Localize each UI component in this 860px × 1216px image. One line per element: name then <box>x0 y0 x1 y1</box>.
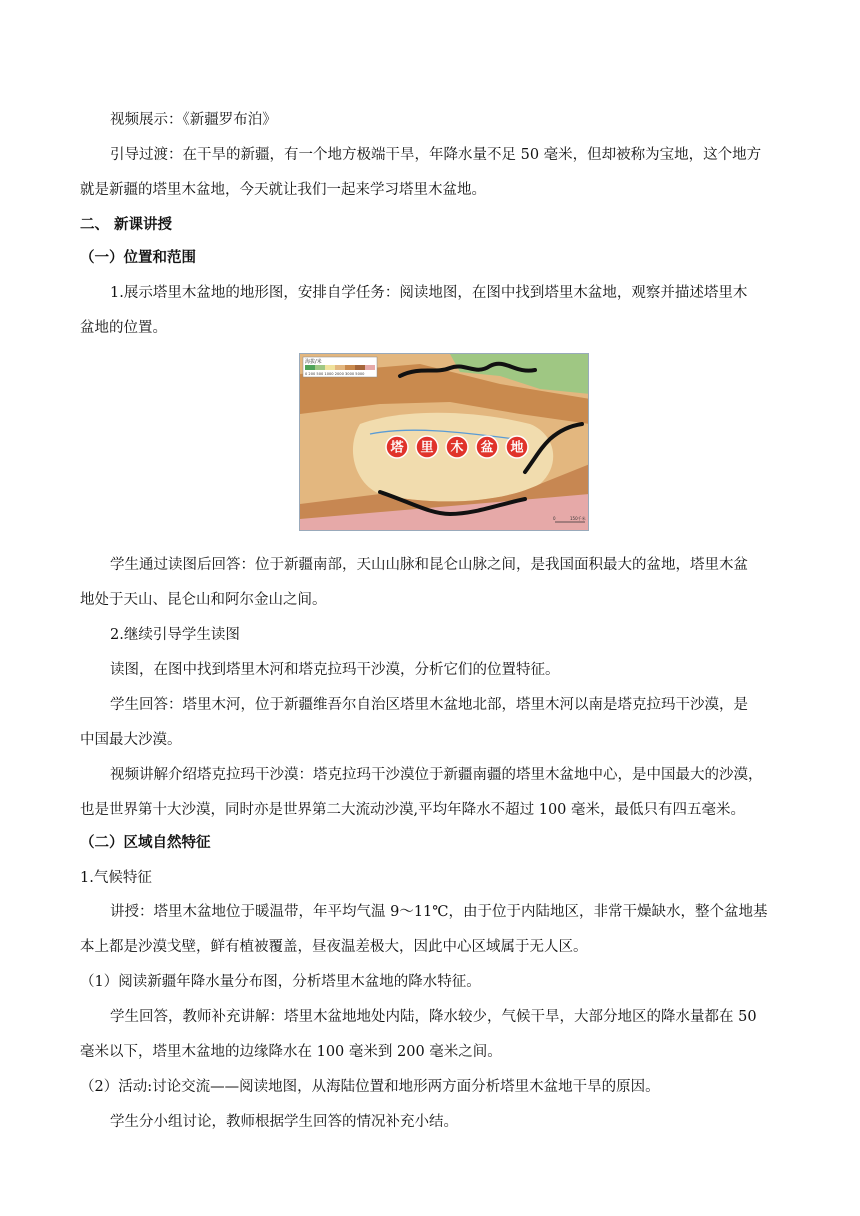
paragraph-precip-answer-cont: 毫米以下，塔里木盆地的边缘降水在 100 毫米到 200 毫米之间。 <box>80 1044 502 1060</box>
paragraph-guide: 2.继续引导学生读图 <box>110 627 240 643</box>
paragraph-student-answer-1-cont: 地处于天山、昆仑山和阿尔金山之间。 <box>80 592 327 608</box>
terrain-map-svg <box>300 354 589 531</box>
paragraph-activity: （2）活动:讨论交流——阅读地图，从海陆位置和地形两方面分析塔里木盆地干旱的原因。 <box>80 1079 660 1095</box>
paragraph-task: 1.展示塔里木盆地的地形图，安排自学任务：阅读地图，在图中找到塔里木盆地，观察并描述塔里木 <box>110 285 748 301</box>
paragraph-task-cont: 盆地的位置。 <box>80 320 167 336</box>
paragraph-group-discussion: 学生分小组讨论，教师根据学生回答的情况补充小结。 <box>110 1114 458 1130</box>
paragraph-student-answer-2-cont: 中国最大沙漠。 <box>80 732 182 748</box>
legend-unit: 海拔/米 <box>305 359 322 365</box>
paragraph-precip-task: （1）阅读新疆年降水量分布图，分析塔里木盆地的降水特征。 <box>80 974 481 990</box>
legend-swatch-6 <box>355 365 365 370</box>
paragraph-student-answer-2: 学生回答：塔里木河，位于新疆维吾尔自治区塔里木盆地北部，塔里木河以南是塔克拉玛干沙漠，是 <box>110 697 748 713</box>
legend-swatch-7 <box>365 365 375 370</box>
section-heading-new-lesson: 二、 新课讲授 <box>80 217 173 233</box>
paragraph-transition-cont: 就是新疆的塔里木盆地，今天就让我们一起来学习塔里木盆地。 <box>80 182 486 198</box>
label-char: 盆 <box>480 440 494 456</box>
subsection-heading-location: （一）位置和范围 <box>80 250 196 266</box>
tarim-basin-map <box>299 353 589 531</box>
legend-swatch-1 <box>305 365 315 370</box>
legend-swatch-5 <box>345 365 355 370</box>
subsection-heading-natural: （二）区域自然特征 <box>80 835 211 851</box>
paragraph-read-map: 读图，在图中找到塔里木河和塔克拉玛干沙漠，分析它们的位置特征。 <box>110 662 560 678</box>
paragraph-transition: 引导过渡：在干旱的新疆，有一个地方极端干旱，年降水量不足 50 毫米，但却被称为宝地，这个地方 <box>110 147 762 163</box>
paragraph-climate: 1.气候特征 <box>80 870 152 886</box>
label-char: 地 <box>510 440 524 456</box>
paragraph-student-answer-1: 学生通过读图后回答：位于新疆南部，天山山脉和昆仑山脉之间，是我国面积最大的盆地，塔里木盆 <box>110 557 748 573</box>
paragraph-precip-answer: 学生回答，教师补充讲解：塔里木盆地地处内陆，降水较少，气候干旱，大部分地区的降水量都在 50 <box>110 1009 757 1025</box>
label-char: 木 <box>450 440 464 456</box>
paragraph-video: 视频展示：《新疆罗布泊》 <box>110 112 277 128</box>
scale-left: 0 <box>553 516 556 521</box>
legend-swatch-3 <box>325 365 335 370</box>
legend-swatch-2 <box>315 365 325 370</box>
label-char: 塔 <box>390 440 404 456</box>
legend-ticks: 0 200 500 1000 2000 3000 5000 <box>305 372 365 376</box>
scale-right: 150千米 <box>570 516 586 521</box>
paragraph-lecture-cont: 本上都是沙漠戈壁，鲜有植被覆盖，昼夜温差极大，因此中心区域属于无人区。 <box>80 939 588 955</box>
paragraph-lecture: 讲授：塔里木盆地位于暖温带，年平均气温 9～11℃，由于位于内陆地区，非常干燥缺水，整个盆地基 <box>110 904 768 920</box>
legend-swatch-4 <box>335 365 345 370</box>
paragraph-video-desert: 视频讲解介绍塔克拉玛干沙漠：塔克拉玛干沙漠位于新疆南疆的塔里木盆地中心，是中国最大的沙漠， <box>110 767 763 783</box>
paragraph-video-desert-cont: 也是世界第十大沙漠，同时亦是世界第二大流动沙漠,平均年降水不超过 100 毫米，最低只有四五毫米。 <box>80 802 745 818</box>
label-char: 里 <box>420 440 434 456</box>
